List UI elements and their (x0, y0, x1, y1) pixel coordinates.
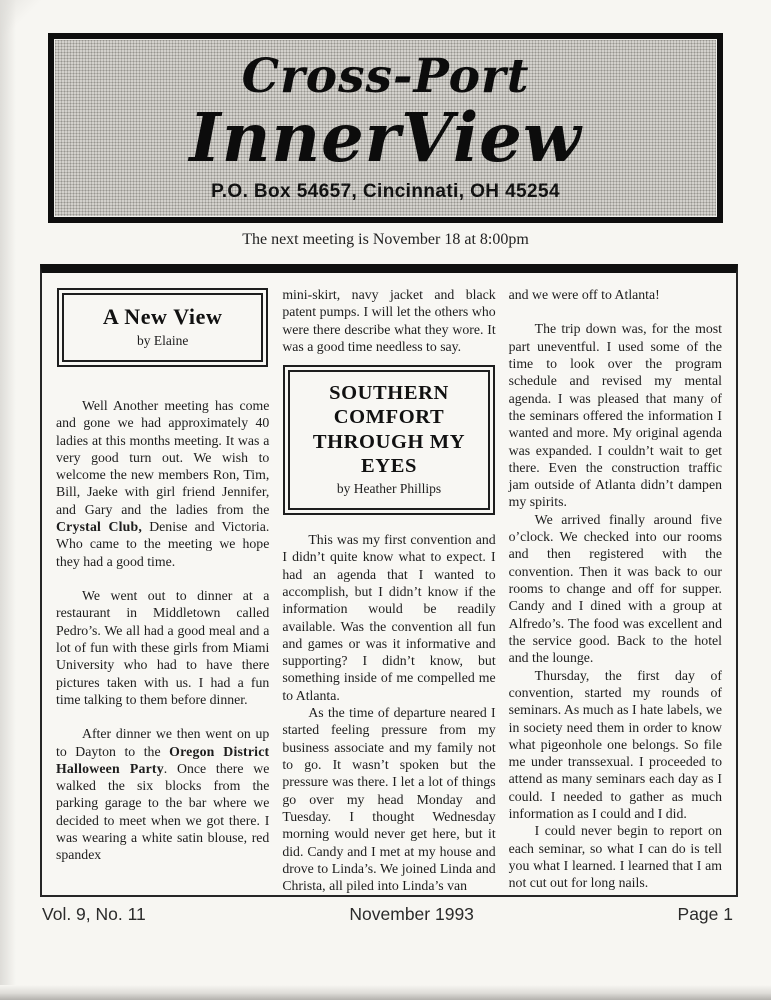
body-paragraph: mini-skirt, navy jacket and black patent pumps. I will let the others who were there describe what they wore. It was a good time needless to say. (282, 287, 496, 354)
masthead-address: P.O. Box 54657, Cincinnati, OH 45254 (211, 181, 560, 202)
newsletter-title-line1: Cross-Port (241, 49, 530, 104)
body-paragraph: We went out to dinner at a restaurant in Middletown called Pedro’s. We all had a good meal and a lot of fun with these girls from Miami University who had to have there pictures taken with us. I had a fun time talking to them before dinner. (56, 588, 270, 707)
column-right (508, 286, 722, 891)
article-byline: by Elaine (136, 332, 189, 348)
body-paragraph: We arrived finally around five o’clock. We checked into our rooms and then registered with the convention. Then it was back to our rooms to change and off for supper. Candy and I dined with a group at Alfredo’s. The food was excellent and the service good. Back to the hotel and the lounge. (508, 511, 722, 666)
column-left (56, 286, 269, 885)
body-paragraph: Thursday, the first day of convention, started my rounds of seminars. As much as I hate labels, we in society need them in order to know what pigeonhole one belongs. So file me under transsexual. I proceeded to attend as many seminars each day as I could. I needed to gather as much information as I could and I did. (508, 667, 722, 822)
newsletter-title-line2: InnerView (189, 98, 582, 177)
article-title: EYES (361, 454, 417, 477)
meeting-notice: The next meeting is November 18 at 8:00pm (242, 231, 529, 248)
article-byline: by Heather Phillips (336, 481, 442, 496)
bold-phrase: Oregon District Halloween Party (56, 743, 270, 776)
body-paragraph: This was my first convention and I didn’t quite know what to expect. I had an agenda that I wanted to accomplish, but I didn’t know if the information would be readily available. Was the convention all fun and games or was it informative and supporting? I didn’t know, but something inside of me compelled me to Atlanta. (282, 531, 496, 703)
column-middle (282, 286, 496, 894)
issue-date: November 1993 (349, 904, 474, 924)
body-paragraph: and we were off to Atlanta! (508, 287, 660, 302)
page-footer (42, 904, 733, 925)
article-body (40, 264, 738, 897)
bold-phrase: Crystal Club, (56, 519, 143, 535)
scan-edge (0, 985, 771, 1000)
article-headline-box-a-new-view (57, 288, 268, 367)
body-paragraph: The trip down was, for the most part uneventful. I used some of the time to look over the program schedule and revised my mental agenda. I was pleased that many of the seminars offered the information I wanted and more. My original agenda was expanded. I couldn’t wait to get there. Even the construction traffic jam outside of Atlanta didn’t dampen my spirits. (508, 321, 722, 510)
body-paragraph: Well Another meeting has come and gone we had approximately 40 ladies at this months meeting. It was a very good turn out. We wish to welcome the new members Ron, Tim, Bill, Jaeke with girl friend Jennifer, and Gary and the ladies from the Crystal Club, Denise and Victoria. Who came to the meeting we hope they had a good time. (56, 397, 270, 569)
article-title: A New View (102, 304, 223, 329)
body-paragraph: I could never begin to report on each seminar, so what I can do is tell you what I learned. I learned that I am not cut out for long nails. (508, 823, 722, 891)
article-title: SOUTHERN (329, 382, 449, 405)
body-paragraph: As the time of departure neared I started feeling pressure from my business associate and my family not to go. It wasn’t spoken but the pressure was there. I let a lot of things go over my head Monday and Tuesday. I thought Wednesday morning would never get here, but it did. Candy and I met at my house and drove to Linda’s. We joined Linda and Christa, all piled into Linda’s van (282, 705, 496, 894)
body-paragraph: After dinner we then went on up to Dayton to the Oregon District Halloween Party. Once there we walked the six blocks from the parking garage to the bar where we decided to meet when we got there. I was wearing a white satin blouse, red spandex (56, 726, 270, 863)
article-title: THROUGH MY (312, 430, 466, 453)
page-number: Page 1 (677, 904, 733, 924)
article-title: COMFORT (333, 406, 445, 429)
article-headline-box-southern-comfort (283, 365, 494, 515)
headline-frame (288, 370, 489, 510)
volume-label: Vol. 9, No. 11 (42, 904, 146, 924)
masthead (48, 33, 723, 223)
headline-frame (62, 293, 263, 362)
